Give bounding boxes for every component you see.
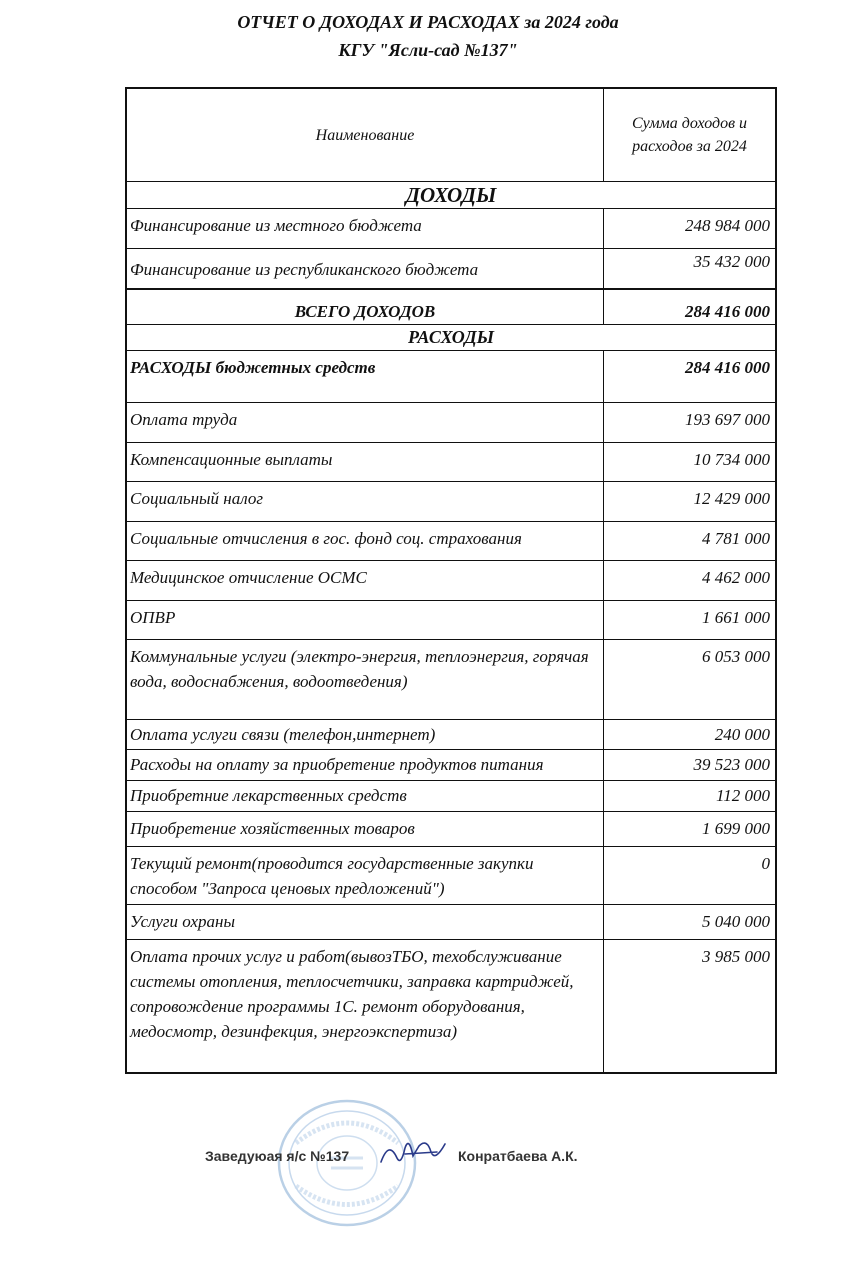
row-name: Оплата прочих услуг и работ(вывозТБО, техобслуживание системы отопления, теплосчетчики, заправка картриджей, сопровождение программы 1С. ремонт оборудования, медосмотр, дезинфекция, энергоэкспертиза) — [127, 940, 604, 1072]
table-row — [127, 780, 775, 811]
income-total-row — [127, 288, 775, 324]
report-table — [125, 87, 777, 1074]
table-row — [127, 846, 775, 904]
row-name: Расходы на оплату за приобретение продуктов питания — [127, 750, 604, 780]
row-amount: 4 462 000 — [702, 568, 770, 587]
row-name: Социальный налог — [127, 482, 604, 521]
table-row — [127, 481, 775, 521]
handwritten-signature — [375, 1132, 453, 1172]
row-name: Социальные отчисления в гос. фонд соц. страхования — [127, 522, 604, 560]
signatory-name: Конратбаева А.К. — [458, 1148, 578, 1164]
row-amount: 10 734 000 — [693, 450, 770, 469]
expense-total-label: РАСХОДЫ бюджетных средств — [127, 351, 604, 402]
report-title: ОТЧЕТ О ДОХОДАХ И РАСХОДАХ за 2024 года — [237, 12, 619, 32]
expense-total-row — [127, 350, 775, 402]
row-amount: 35 432 000 — [693, 252, 770, 271]
row-name: Приобретение хозяйственных товаров — [127, 812, 604, 846]
row-amount: 112 000 — [716, 786, 770, 805]
table-row — [127, 600, 775, 639]
row-name: Финансирование из республиканского бюджета — [127, 249, 604, 288]
organization-title: КГУ "Ясли-сад №137" — [338, 40, 518, 60]
row-name: Финансирование из местного бюджета — [127, 209, 604, 248]
table-row — [127, 208, 775, 248]
row-amount: 3 985 000 — [702, 947, 770, 966]
table-row — [127, 939, 775, 1072]
row-name: Услуги охраны — [127, 905, 604, 939]
row-amount: 5 040 000 — [702, 912, 770, 931]
income-section-row — [127, 181, 775, 208]
table-row — [127, 521, 775, 560]
income-total-amount: 284 416 000 — [685, 302, 770, 321]
row-amount: 1 699 000 — [702, 819, 770, 838]
row-amount: 0 — [761, 854, 770, 873]
table-row — [127, 719, 775, 749]
row-name: Текущий ремонт(проводится государственные закупки способом "Запроса ценовых предложений") — [127, 847, 604, 904]
row-name: Компенсационные выплаты — [127, 443, 604, 481]
table-header-row — [127, 89, 775, 181]
table-row — [127, 749, 775, 780]
income-total-label: ВСЕГО ДОХОДОВ — [127, 290, 604, 324]
row-amount: 193 697 000 — [685, 410, 770, 429]
row-name: Медицинское отчисление ОСМС — [127, 561, 604, 600]
row-name: Коммунальные услуги (электро-энергия, теплоэнергия, горячая вода, водоснабжения, водоотведения) — [127, 640, 604, 719]
expense-section-row — [127, 324, 775, 350]
row-name: Оплата труда — [127, 403, 604, 442]
row-amount: 6 053 000 — [702, 647, 770, 666]
row-amount: 1 661 000 — [702, 608, 770, 627]
row-amount: 4 781 000 — [702, 529, 770, 548]
row-amount: 39 523 000 — [693, 755, 770, 774]
table-row — [127, 442, 775, 481]
signatory-position: Заведуюая я/с №137 — [205, 1148, 350, 1164]
row-name: ОПВР — [127, 601, 604, 639]
income-section-title: ДОХОДЫ — [405, 183, 497, 207]
table-row — [127, 248, 775, 288]
row-amount: 12 429 000 — [693, 489, 770, 508]
header-name: Наименование — [127, 89, 604, 181]
row-amount: 248 984 000 — [685, 216, 770, 235]
header-amount: Сумма доходов и расходов за 2024 — [631, 115, 748, 155]
expense-total-amount: 284 416 000 — [685, 358, 770, 377]
expense-section-title: РАСХОДЫ — [407, 327, 495, 347]
table-row — [127, 402, 775, 442]
table-row — [127, 560, 775, 600]
row-amount: 240 000 — [714, 725, 770, 744]
table-row — [127, 639, 775, 719]
table-row — [127, 811, 775, 846]
row-name: Приобретние лекарственных средств — [127, 781, 604, 811]
row-name: Оплата услуги связи (телефон,интернет) — [127, 720, 604, 749]
table-row — [127, 904, 775, 939]
